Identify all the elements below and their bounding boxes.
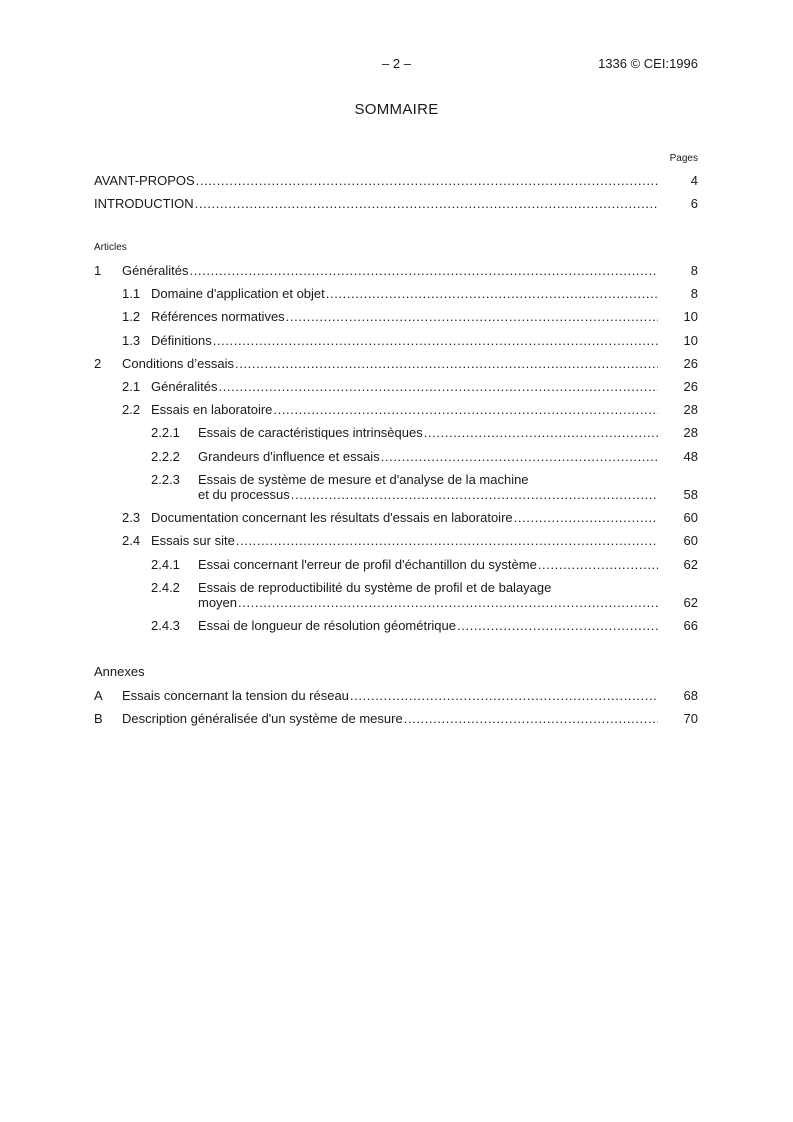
- toc-entry-page: 62: [683, 595, 698, 610]
- toc-entry-number: 2.2.1: [151, 425, 180, 440]
- toc-entry-number: 2.3: [122, 510, 141, 525]
- toc-entry-number: 1.3: [122, 333, 141, 348]
- leader-dots: [457, 618, 658, 634]
- leader-dots: [326, 286, 658, 302]
- toc-entry-number: 2.2.3: [151, 472, 180, 487]
- toc-entry-page: 6: [690, 196, 698, 211]
- toc-entry-text-line1: Essais de reproductibilité du système de profil et de balayage: [198, 580, 552, 595]
- toc-entry-2-2-2[interactable]: [94, 449, 698, 465]
- toc-entry-page: 70: [683, 711, 698, 726]
- leader-dots: [236, 533, 658, 549]
- toc-entry-page: 10: [683, 333, 698, 348]
- leader-dots: [291, 487, 658, 503]
- toc-entry-2-2-1[interactable]: [94, 425, 698, 441]
- toc-entry-page: 28: [683, 425, 698, 440]
- leader-dots: [404, 711, 658, 727]
- toc-entry-page: 66: [683, 618, 698, 633]
- toc-entry-text: Essai concernant l'erreur de profil d'échantillon du système: [198, 557, 537, 572]
- leader-dots: [213, 333, 658, 349]
- toc-entry-introduction[interactable]: [94, 196, 698, 212]
- leader-dots: [514, 510, 658, 526]
- toc-entry-number: 1: [94, 263, 102, 278]
- toc-entry-2-2-3[interactable]: [94, 472, 698, 504]
- toc-entry-annex-b[interactable]: [94, 711, 698, 727]
- toc-entry-2-1[interactable]: [94, 379, 698, 395]
- toc-entry-number: 2.4.1: [151, 557, 180, 572]
- toc-entry-page: 58: [683, 487, 698, 502]
- toc-entry-text: Essais en laboratoire: [151, 402, 273, 417]
- toc-entry-1-2[interactable]: [94, 309, 698, 325]
- toc-entry-2-4-1[interactable]: [94, 557, 698, 573]
- leader-dots: [235, 356, 658, 372]
- toc-entry-1-1[interactable]: [94, 286, 698, 302]
- toc-entry-2-4-3[interactable]: [94, 618, 698, 634]
- toc-entry-text: Définitions: [151, 333, 212, 348]
- toc-entry-number: A: [94, 688, 103, 703]
- toc-entry-1-3[interactable]: [94, 333, 698, 349]
- leader-dots: [195, 196, 658, 212]
- toc-entry-number: 1.2: [122, 309, 141, 324]
- leader-dots: [273, 402, 658, 418]
- toc-entry-number: 2.4: [122, 533, 141, 548]
- document-reference: 1336 © CEI:1996: [598, 56, 698, 71]
- toc-entry-text: Documentation concernant les résultats d'essais en laboratoire: [151, 510, 513, 525]
- toc-entry-page: 60: [683, 510, 698, 525]
- leader-dots: [196, 173, 658, 189]
- leader-dots: [286, 309, 658, 325]
- toc-entry-annex-a[interactable]: [94, 688, 698, 704]
- toc-entry-page: 8: [690, 286, 698, 301]
- toc-entry-text: Essais sur site: [151, 533, 235, 548]
- toc-entry-avant-propos[interactable]: [94, 173, 698, 189]
- toc-entry-text: Grandeurs d'influence et essais: [198, 449, 380, 464]
- toc-entry-text-line1: Essais de système de mesure et d'analyse de la machine: [198, 472, 529, 487]
- toc-entry-text: AVANT-PROPOS: [94, 173, 195, 188]
- toc-entry-text: Généralités: [151, 379, 218, 394]
- toc-entry-number: 2: [94, 356, 102, 371]
- page-title: SOMMAIRE: [354, 101, 439, 118]
- toc-entry-page: 68: [683, 688, 698, 703]
- toc-entry-number: 2.4.2: [151, 580, 180, 595]
- toc-entry-2-2[interactable]: [94, 402, 698, 418]
- toc-entry-text: Généralités: [122, 263, 189, 278]
- pages-column-label: Pages: [669, 153, 698, 164]
- leader-dots: [424, 425, 658, 441]
- toc-entry-page: 28: [683, 402, 698, 417]
- leader-dots: [189, 263, 658, 279]
- toc-entry-number: 2.1: [122, 379, 141, 394]
- leader-dots: [218, 379, 658, 395]
- toc-entry-page: 4: [690, 173, 698, 188]
- articles-label: Articles: [94, 242, 127, 253]
- toc-entry-page: 62: [683, 557, 698, 572]
- toc-entry-text: moyen: [198, 595, 238, 610]
- toc-entry-2-3[interactable]: [94, 510, 698, 526]
- toc-entry-page: 10: [683, 309, 698, 324]
- toc-entry-page: 26: [683, 356, 698, 371]
- toc-entry-text: Références normatives: [151, 309, 285, 324]
- toc-entry-number: 2.2.2: [151, 449, 180, 464]
- leader-dots: [350, 688, 658, 704]
- page-number: – 2 –: [382, 56, 411, 71]
- leader-dots: [381, 449, 658, 465]
- toc-entry-2-4[interactable]: [94, 533, 698, 549]
- toc-entry-number: 2.4.3: [151, 618, 180, 633]
- toc-entry-text: et du processus: [198, 487, 290, 502]
- annexes-label: Annexes: [94, 664, 145, 679]
- leader-dots: [238, 595, 658, 611]
- toc-entry-text: Conditions d’essais: [122, 356, 235, 371]
- toc-entry-page: 48: [683, 449, 698, 464]
- toc-entry-page: 8: [690, 263, 698, 278]
- toc-entry-text: INTRODUCTION: [94, 196, 194, 211]
- toc-entry-text: Essais de caractéristiques intrinsèques: [198, 425, 423, 440]
- toc-entry-number: B: [94, 711, 103, 726]
- toc-entry-2-4-2[interactable]: [94, 580, 698, 612]
- leader-dots: [538, 557, 658, 573]
- toc-entry-text: Essai de longueur de résolution géométrique: [198, 618, 457, 633]
- toc-entry-page: 60: [683, 533, 698, 548]
- toc-entry-page: 26: [683, 379, 698, 394]
- toc-entry-2[interactable]: [94, 356, 698, 372]
- toc-entry-text: Domaine d'application et objet: [151, 286, 325, 301]
- toc-entry-1[interactable]: [94, 263, 698, 279]
- toc-entry-number: 1.1: [122, 286, 141, 301]
- toc-entry-text: Description généralisée d'un système de mesure: [122, 711, 403, 726]
- toc-entry-text: Essais concernant la tension du réseau: [122, 688, 349, 703]
- toc-entry-number: 2.2: [122, 402, 141, 417]
